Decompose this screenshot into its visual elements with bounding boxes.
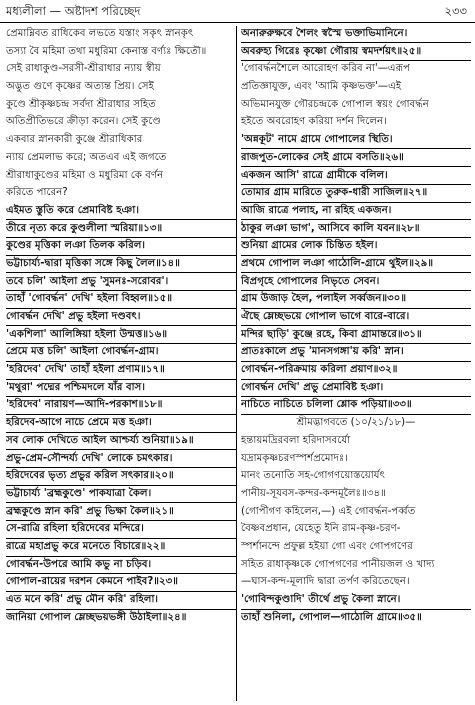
right-line: গ্রাম উজাড় হৈল, পলাইল সর্ব্বজন॥৩০॥ xyxy=(241,293,407,305)
right-line: শুনিয়া গ্রামের লোক চিন্তিত হইল। xyxy=(241,240,378,252)
verse-rule xyxy=(6,343,236,344)
verse-rule xyxy=(241,202,471,203)
left-line: 'মথুরা' পদ্মের পশ্চিমদলে যাঁর বাস। xyxy=(6,381,145,393)
right-line: গোবর্দ্ধন-পরিক্রমায় করিলা প্রয়াণ॥৩২॥ xyxy=(241,364,398,376)
right-line: ঐছে ম্লেচ্ছভয়ে গোপাল ভাগে বারে-বারে। xyxy=(241,311,410,322)
verse-rule xyxy=(241,219,471,220)
right-line: মন্দির ছাড়ি' কুঞ্জে রহে, কিবা গ্রামান্তরে॥৩১॥ xyxy=(241,328,422,340)
left-line: 'হরিদেব' নারায়ণ—আদি-পরকাশ॥১৮॥ xyxy=(6,399,163,411)
left-line: গোবর্দ্ধন-উপরে আমি কভু না চড়িব। xyxy=(6,558,152,570)
right-line: 'গোবিন্দকুণ্ডাদি' তীর্থে প্রভু কৈলা স্নানে। xyxy=(241,594,401,605)
verse-rule xyxy=(6,432,236,433)
left-line: গোপাল-রায়ের দরশন কেমনে পাইব?॥২৩॥ xyxy=(6,576,179,588)
left-line: সেই রাধাকুণ্ড-সরসী-শ্রীরাধার ন্যায় স্বীয় xyxy=(6,63,161,75)
left-line: শ্রীরাধাকুণ্ডের মহিমা ও মধুরিমা কে বর্ণন xyxy=(6,169,164,181)
verse-rule xyxy=(241,237,471,238)
right-column xyxy=(241,25,471,626)
verse-rule xyxy=(241,166,471,167)
left-line: তীরে নৃত্য করে কুণ্ডলীলা স্মরিয়া॥১৩॥ xyxy=(6,222,163,234)
left-line: কুণ্ডে শ্রীকৃষ্ণচন্দ্র সর্বদা শ্রীরাধার সহিত xyxy=(6,98,156,110)
verse-rule xyxy=(6,290,236,291)
left-line: ভট্টাচার্য্য 'ব্রহ্মকুণ্ডে' পাকযাত্রা কৈল। xyxy=(6,487,152,499)
verse-rule xyxy=(241,184,471,185)
verse-rule xyxy=(241,379,471,380)
right-line: গোবর্দ্ধন দেখি' প্রভু প্রেমাবিষ্ট হঞা। xyxy=(241,381,384,393)
verse-rule xyxy=(241,396,471,397)
verse-rule xyxy=(6,502,236,503)
verse-rule xyxy=(6,520,236,521)
verse-rule xyxy=(6,485,236,486)
left-line: প্রভু-প্রেম-সৌন্দর্য্য দেখি' লোকে চমৎকার। xyxy=(6,452,173,464)
verse-rule xyxy=(6,591,236,592)
verse-rule xyxy=(241,361,471,362)
left-line: এইমত স্তুতি করে প্রেমাবিষ্ট হঞা। xyxy=(6,204,139,216)
verse-rule xyxy=(6,361,236,362)
verse-rule xyxy=(6,237,236,238)
verse-rule xyxy=(6,538,236,539)
right-line: প্রাতঃকালে প্রভু 'মানসগঙ্গা'য় করি' স্নান। xyxy=(241,346,404,358)
right-line: ঠাকুর লঞা ভাগ', আসিবে কালি যবন॥২৮॥ xyxy=(241,222,420,234)
left-line: প্রেমাম্নিবত রাধিকেব লভতে যস্তাং সকৃৎ স্নানকৃৎ xyxy=(6,28,194,39)
running-title: মধ্যলীলা — অষ্টাদশ পরিচ্ছেদ xyxy=(6,4,141,18)
verse-rule xyxy=(241,60,471,61)
right-line: অবরুহ্য গিরেঃ কৃষ্ণো গৌরায় স্বমদর্শয়ৎ॥২৫॥ xyxy=(241,45,422,57)
right-line: স্পর্শানন্দে প্রফুল্ল হইয়া গো এবং গোপগণের xyxy=(241,540,413,552)
verse-rule xyxy=(6,272,236,273)
right-line: (গোপীগণ কহিলেন,—) এই গোবর্দ্ধন-পর্ব্বত xyxy=(241,505,416,517)
left-line: রাত্রে মহাপ্রভু করে মনেতে বিচারে॥২২॥ xyxy=(6,540,166,552)
verse-rule xyxy=(6,414,236,415)
verse-rule xyxy=(6,449,236,450)
left-line: 'একশিলা' আলিঙ্গিয়া হইলা উন্মত্ত॥১৬॥ xyxy=(6,328,168,340)
verse-rule xyxy=(6,556,236,557)
verse-rule xyxy=(241,414,471,415)
right-line: নাচিতে নাচিতে চলিলা শ্লোক পড়িয়া॥৩৩॥ xyxy=(241,399,412,411)
left-line: ভট্টাচার্য্য-দ্বারা মৃত্তিকা সঙ্গে কিছু লৈল॥১৪॥ xyxy=(6,257,181,269)
page-header xyxy=(0,0,475,23)
verse-rule xyxy=(6,308,236,309)
right-line: সহিত রাধাকৃষ্ণকে গোপগণের পানীয়জল ও খাদ্য xyxy=(241,558,435,570)
left-line: জানিয়া গোপাল ম্লেচ্ছভয়ভঙ্গী উঠাইলা॥২৪॥ xyxy=(6,611,187,623)
right-line: রাজপুত-লোকের সেই গ্রামে বসতি॥২৬॥ xyxy=(241,151,404,163)
left-line: এত মনে করি' প্রভু মৌন করি' রহিলা। xyxy=(6,594,159,605)
verse-rule xyxy=(241,609,471,610)
verse-rule xyxy=(6,467,236,468)
verse-rule xyxy=(241,290,471,291)
left-line: করিতে পারেন? xyxy=(6,187,68,199)
page-number: ২৩৩ xyxy=(444,4,467,18)
verse-rule xyxy=(241,42,471,43)
left-line: অদ্ভুত গুণে কৃষ্ণের অত্যন্ত প্রিয়। সেই xyxy=(6,81,154,93)
left-line: কুণ্ডের মৃত্তিকা লঞা তিলক করিল। xyxy=(6,240,146,252)
left-line: তাহাঁ 'গোবর্দ্ধন' দেখি' হইলা বিহ্বল॥১৫॥ xyxy=(6,293,173,305)
left-line: 'হরিদেব' দেখি' তাহাঁ হইলা প্রণাম॥১৭॥ xyxy=(6,364,165,376)
left-line: প্রেমে মত্ত চলি' আইলা গোবর্দ্ধন-গ্রাম। xyxy=(6,346,159,358)
verse-rule xyxy=(241,255,471,256)
verse-rule xyxy=(6,609,236,610)
verse-rule xyxy=(6,379,236,380)
right-line: —ঘাস-কন্দ-মূলাদি দ্বারা তর্পণ করিতেছেন। xyxy=(241,576,410,588)
right-line: বিপ্রগৃহে গোপালের নিভৃতে সেবন। xyxy=(241,275,380,287)
right-line: 'গোবর্দ্ধনশৈলে আরোহণ করিব না'—এরূপ xyxy=(241,63,410,75)
left-line: হরিদেব-আগে নাচে প্রেমে মত্ত হঞা। xyxy=(6,417,152,429)
right-line: তাহাঁ শুনিলা, গোপাল—গাঠোলি গ্রামে॥৩৫॥ xyxy=(241,611,422,623)
right-line: হন্তায়মদ্রিরবলা হরিদাসবর্যো xyxy=(241,434,351,446)
left-line: হরিদেবের ভৃত্য প্রভুর করিল সৎকার॥২০॥ xyxy=(6,470,174,482)
verse-rule xyxy=(241,272,471,273)
left-line: তবে চলি' আইলা প্রভু 'সুমনঃ-সরোবর'। xyxy=(6,275,169,287)
verse-rule xyxy=(6,573,236,574)
right-line: বৈষ্ণবপ্রধান, যেহেতু ইনি রাম-কৃষ্ণ-চরণ- xyxy=(241,523,401,535)
right-line: প্রতিজ্ঞাযুক্ত, এবং 'আমি কৃষ্ণভক্ত'—এই xyxy=(241,81,402,93)
left-line: ব্রহ্মকুণ্ডে স্নান করি' প্রভু ভিক্ষা কৈল॥২১॥ xyxy=(6,505,174,517)
right-line: অভিমানযুক্ত গৌরচন্দ্রকে গোপাল স্বয়ং গোবর্দ্ধন xyxy=(241,98,429,110)
right-line: যদ্রামকৃষ্ণচরণস্পর্শপ্রমোদঃ। xyxy=(241,452,348,464)
right-line: অনারুরুক্ষবে শৈলং স্বস্মৈ ভক্তাভিমানিনে। xyxy=(241,28,408,39)
verse-rule xyxy=(6,325,236,326)
left-line: গোবর্দ্ধন দেখি' প্রভু হইলা দণ্ডবৎ। xyxy=(6,311,141,322)
left-line: তস্যা বৈ মহিমা তথা মধুরিমা কেনাস্ত বর্ণ্যঃ ক্ষিতৌ॥ xyxy=(6,45,207,57)
right-line: প্রথমে গোপাল লঞা গাঠোলি-গ্রামে থুইল॥২৯॥ xyxy=(241,257,434,269)
left-line: একবার স্নানকারী কুঞ্জে শ্রীরাধিকার xyxy=(6,134,143,146)
right-line: হইতে অবরোহণ করিয়া দর্শন দিলেন। xyxy=(241,116,387,128)
verse-rule xyxy=(6,255,236,256)
verse-rule xyxy=(6,219,236,220)
right-line: একজন আসি' রাত্রে গ্রামীকে বলিল। xyxy=(241,169,388,181)
left-line: সে-রাত্রি রহিলা হরিদেবের মন্দিরে। xyxy=(6,523,144,535)
right-line: শ্রীমদ্ভাগবতে (১০/২১/১৮)— xyxy=(296,417,416,429)
right-line: 'অন্নকূট' নামে গ্রামে গোপালের স্থিতি। xyxy=(241,134,393,146)
left-line: ন্যায় প্রেমলাভ করে; অতএব এই জগতে xyxy=(6,151,167,163)
verse-rule xyxy=(241,308,471,309)
left-column xyxy=(6,25,236,626)
verse-rule xyxy=(241,325,471,326)
right-line: পানীয়-সূযবস-কন্দর-কন্দমূলৈঃ॥৩৪॥ xyxy=(241,487,386,499)
right-line: আজি রাত্রে পলাহ, না রহিহ একজন। xyxy=(241,204,392,216)
verse-rule xyxy=(241,343,471,344)
right-line: মানং তনোতি সহ-গোগণয়োস্তয়োর্যৎ xyxy=(241,470,385,482)
verse-rule xyxy=(241,148,471,149)
left-line: অতিপ্রীতিভরে ক্রীড়া করেন। সেই কুণ্ডে xyxy=(6,116,161,128)
right-line: তোমার গ্রাম মারিতে তুরুক-ধারী সাজিল॥২৭॥ xyxy=(241,187,428,199)
column-divider xyxy=(236,26,237,701)
left-line: সব লোক দেখিতে আইল আশ্চর্য্য শুনিয়া॥১৯॥ xyxy=(6,434,194,446)
verse-rule xyxy=(6,396,236,397)
